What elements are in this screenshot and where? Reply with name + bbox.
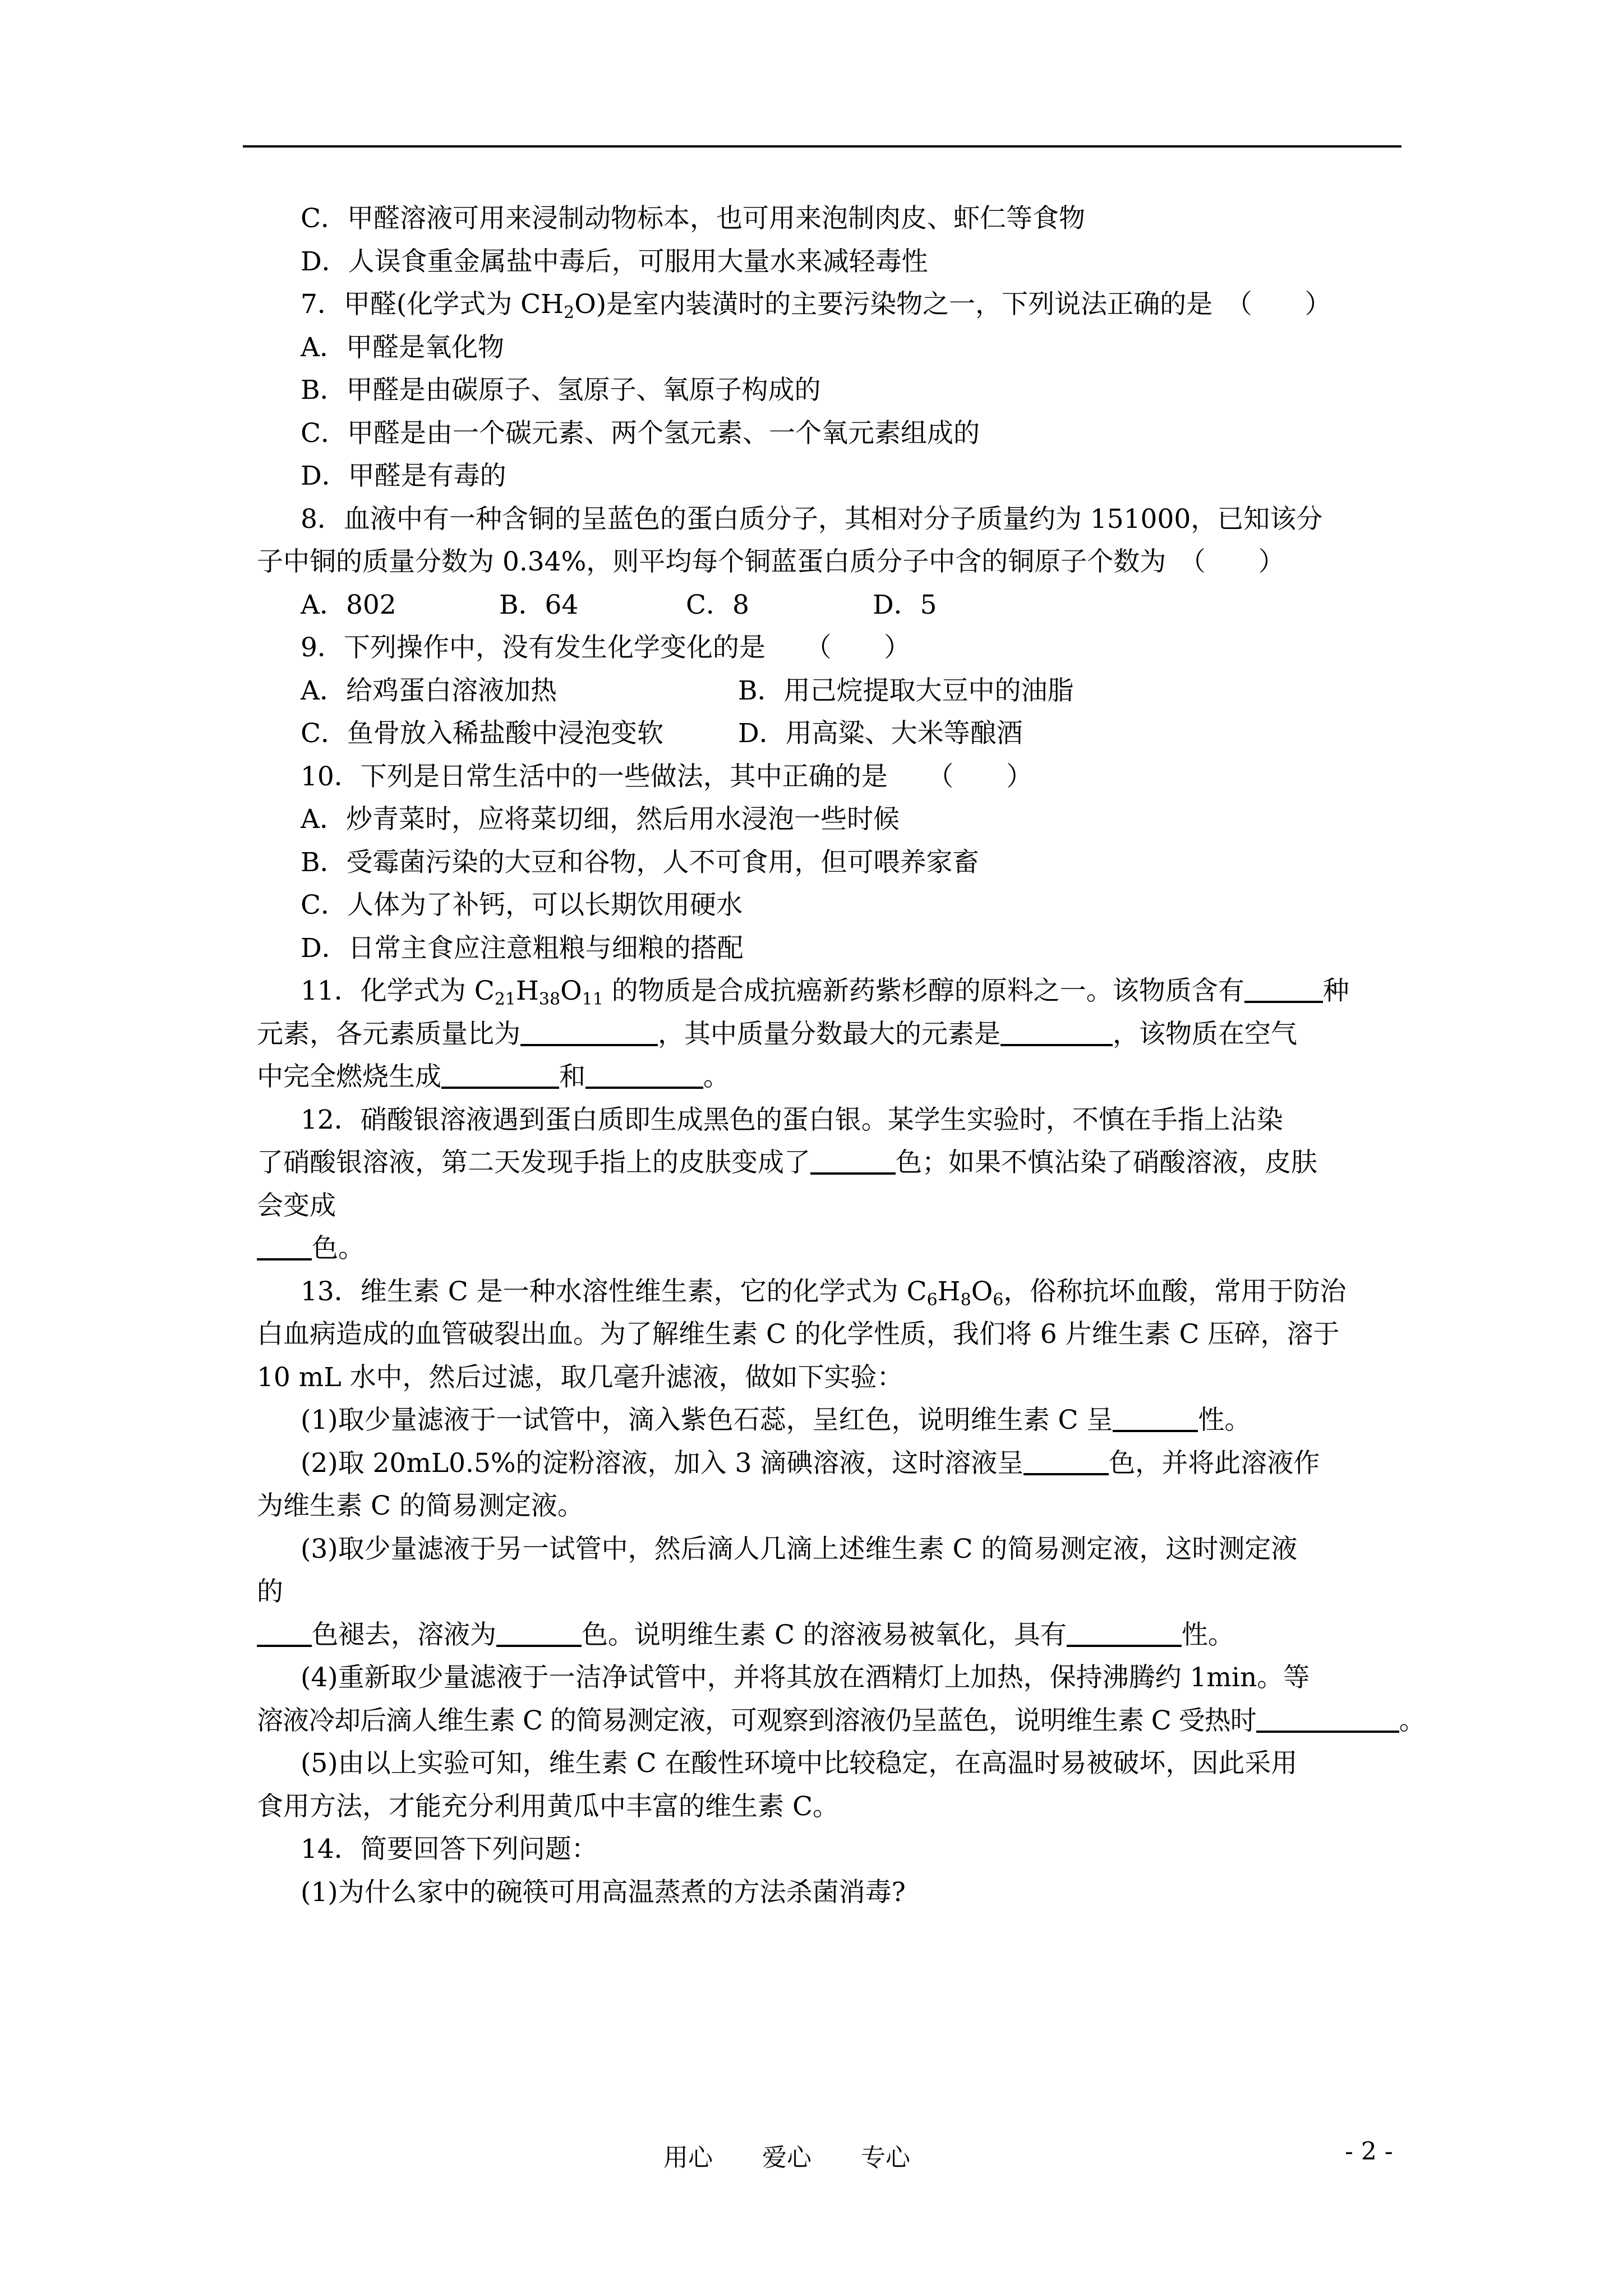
q13-step-2-cont: 为维生素 C 的简易测定液。: [257, 1490, 584, 1521]
question-10: 10．下列是日常生活中的一些做法，其中正确的是 （ ）: [301, 761, 1033, 792]
answer-blank: [1023, 1451, 1109, 1475]
question-12-line-3: 会变成: [257, 1190, 336, 1221]
question-7: 7．甲醛(化学式为 $CH_2O$)是室内装潢时的主要污染物之一，下列说法正确的是 （ ）: [301, 289, 1331, 323]
q9-options-row-1: [257, 670, 1407, 713]
q7-option-b: B．甲醛是由碳原子、氢原子、氧原子构成的: [301, 375, 821, 406]
q13-step-4: (4)重新取少量滤液于一洁净试管中，并将其放在酒精灯上加热，保持沸腾约 1min。等: [301, 1662, 1310, 1693]
answer-blank: [1000, 1022, 1113, 1046]
q10-option-b: B．受霉菌污染的大豆和谷物，人不可食用，但可喂养家畜: [301, 846, 979, 878]
q13-step-3: (3)取少量滤液于另一试管中，然后滴人几滴上述维生素 C 的简易测定液，这时测定液: [301, 1533, 1298, 1565]
question-11-line-2: 元素，各元素质量比为 ，其中质量分数最大的元素是 ，该物质在空气: [257, 1018, 1297, 1050]
question-12-line-4: 色。: [257, 1227, 1407, 1271]
q7-option-c: C．甲醛是由一个碳元素、两个氢元素、一个氧元素组成的: [301, 417, 980, 449]
question-13-line-3: 10 mL 水中，然后过滤，取几毫升滤液，做如下实验：: [257, 1361, 903, 1393]
header-rule: [243, 145, 1401, 148]
question-11-line-1: 11．化学式为 $C_{21}H_{38}O_{11}$ 的物质是合成抗癌新药紫杉醇的原料之一。该物质含有 种: [301, 976, 1349, 1009]
answer-blank: [810, 1150, 896, 1175]
q8-option-c: C．8: [686, 589, 749, 620]
question-8-line-1: 8．血液中有一种含铜的呈蓝色的蛋白质分子，其相对分子质量约为 151000，已知该分: [301, 503, 1323, 535]
q10-option-d: D．日常主食应注意粗粮与细粮的搭配: [301, 932, 744, 964]
q8-option-d: D．5: [873, 589, 937, 620]
q13-step-4-cont: 溶液冷却后滴人维生素 C 的简易测定液，可观察到溶液仍呈蓝色，说明维生素 C 受热时 。: [257, 1705, 1425, 1736]
question-11-line-3: 中完全燃烧生成 和 。: [257, 1061, 730, 1092]
document-body: [257, 197, 1425, 1914]
question-14: 14．简要回答下列问题：: [301, 1834, 598, 1865]
q6-option-d: D．人误食重金属盐中毒后，可服用大量水来减轻毒性: [301, 246, 928, 277]
q13-step-1: (1)取少量滤液于一试管中，滴入紫色石蕊，呈红色，说明维生素 C 呈 性。: [301, 1405, 1251, 1435]
answer-blank: [257, 1236, 312, 1260]
q9-option-d: D．用高粱、大米等酿酒: [738, 718, 1023, 749]
q10-option-a: A．炒青菜时，应将菜切细，然后用水浸泡一些时候: [301, 804, 900, 835]
answer-blank: [496, 1622, 582, 1647]
q7-option-a: A．甲醛是氧化物: [301, 332, 504, 363]
answer-blank: [1113, 1407, 1198, 1432]
q9-option-c: C．鱼骨放入稀盐酸中浸泡变软: [301, 718, 663, 749]
q13-step-5-cont: 食用方法，才能充分利用黄瓜中丰富的维生素 C。: [257, 1791, 839, 1822]
question-12-line-2: 了硝酸银溶液，第二天发现手指上的皮肤变成了 色；如果不慎沾染了硝酸溶液，皮肤: [257, 1147, 1317, 1178]
question-9: 9．下列操作中，没有发生化学变化的是 （ ）: [301, 632, 911, 663]
q9-option-b: B．用己烷提取大豆中的油脂: [738, 675, 1074, 706]
question-13-line-1: 13．维生素 C 是一种水溶性维生素，它的化学式为 $C_6H_8O_6$，俗称抗坏血酸，常用于防治: [301, 1276, 1347, 1310]
answer-blank: [257, 1622, 312, 1647]
q13-step-2: (2)取 20mL0.5%的淀粉溶液，加入 3 滴碘溶液，这时溶液呈 色，并将此溶液作: [301, 1447, 1320, 1479]
q7-option-d: D．甲醛是有毒的: [301, 461, 506, 491]
q8-options: [257, 584, 1407, 627]
question-12-line-1: 12．硝酸银溶液遇到蛋白质即生成黑色的蛋白银。某学生实验时，不慎在手指上沾染: [301, 1104, 1283, 1135]
answer-blank: [585, 1064, 703, 1089]
q13-step-3-cont: 的: [257, 1576, 283, 1607]
question-13-line-2: 白血病造成的血管破裂出血。为了解维生素 C 的化学性质，我们将 6 片维生素 C 压碎，溶于: [257, 1319, 1340, 1350]
q8-option-a: A．802: [301, 589, 396, 620]
answer-blank: [1256, 1708, 1399, 1733]
q8-option-b: B．64: [499, 589, 579, 620]
page-number: - 2 -: [1345, 2137, 1393, 2166]
footer-slogan: 用心 爱心 专心: [663, 2143, 910, 2172]
answer-blank: [1067, 1622, 1182, 1647]
answer-blank: [1244, 978, 1323, 1003]
q13-step-3-blanks: 色褪去，溶液为 色。说明维生素 C 的溶液易被氧化，具有 性。: [257, 1614, 1407, 1657]
q9-option-a: A．给鸡蛋白溶液加热: [301, 675, 557, 706]
answer-blank: [441, 1064, 559, 1089]
q10-option-c: C．人体为了补钙，可以长期饮用硬水: [301, 890, 743, 921]
q6-option-c: C．甲醛溶液可用来浸制动物标本，也可用来泡制肉皮、虾仁等食物: [301, 203, 1085, 234]
question-8-line-2: 子中铜的质量分数为 0.34%，则平均每个铜蓝蛋白质分子中含的铜原子个数为 （ ）: [257, 546, 1285, 577]
q14-part-1: (1)为什么家中的碗筷可用高温蒸煮的方法杀菌消毒?: [301, 1876, 906, 1908]
q13-step-5: (5)由以上实验可知，维生素 C 在酸性环境中比较稳定，在高温时易被破坏，因此采用: [301, 1748, 1298, 1779]
answer-blank: [520, 1022, 658, 1046]
q9-options-row-2: [257, 712, 1407, 756]
